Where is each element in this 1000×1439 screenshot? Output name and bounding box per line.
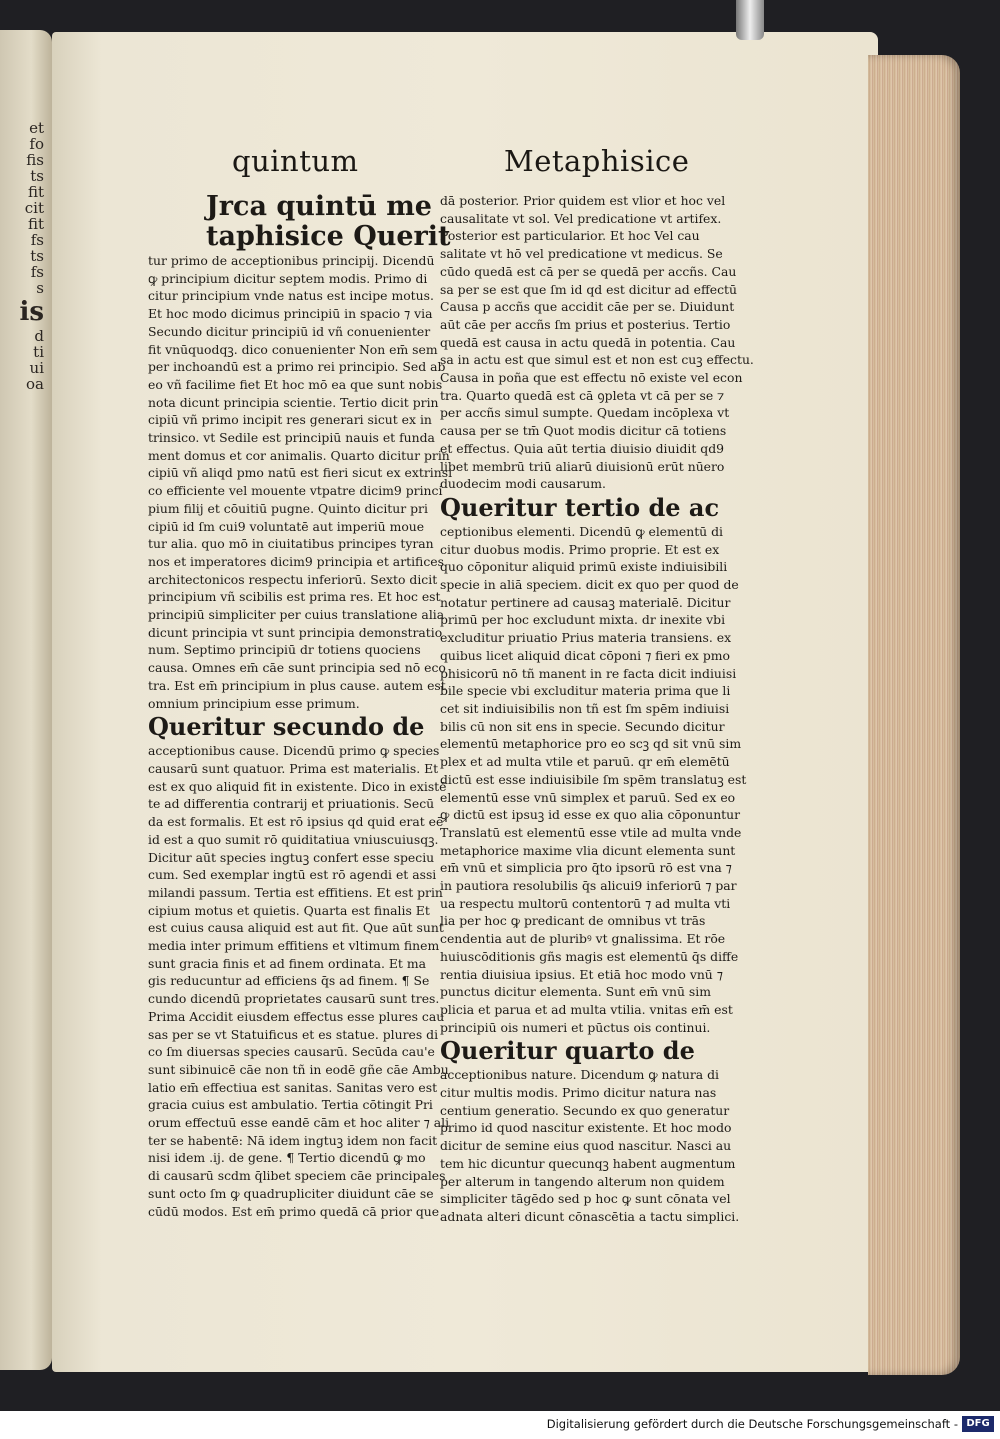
- text-column-right: [440, 192, 754, 1226]
- footer-credit: Digitalisierung gefördert durch die Deutsche Forschungsgemeinschaft -: [546, 1417, 958, 1431]
- text-column-left: [148, 191, 453, 1220]
- text-line: latio em̄ effectiua est sanitas. Sanitas vero est: [148, 1079, 438, 1095]
- text-line: Secundo dicitur principiū id vñ conuenienter: [148, 323, 431, 339]
- text-line: sunt gracia finis et ad finem ordinata. Et ma: [148, 955, 426, 971]
- text-line: plicia et parua et ad multa vtilia. vnitas em̄ est: [440, 1001, 733, 1017]
- text-line: acceptionibus nature. Dicendum ꝙ natura di: [440, 1067, 720, 1083]
- facing-page-fragment: oa: [26, 375, 44, 393]
- text-line: primo id quod nascitur existente. Et hoc modo: [440, 1120, 732, 1136]
- text-line: nisi idem .ij. de gene. ¶ Tertio dicendū ꝙ mo: [148, 1150, 426, 1166]
- text-line: cendentia aut de pluribꝰ vt gnalissima. Et rōe: [440, 931, 726, 947]
- facing-page-fragment: ts: [30, 167, 44, 185]
- text-line: cum. Sed exemplar ingtū est rō agendi et assi: [148, 867, 437, 883]
- text-line: causa. Omnes em̄ cāe sunt principia sed nō eco: [148, 660, 446, 676]
- text-line: quibus licet aliquid dicat cōponi ⁊ fieri ex pmo: [440, 647, 730, 663]
- text-line: excluditur priuatio Prius materia transiens. ex: [440, 630, 732, 646]
- text-line: elementū metaphorice pro eo scꝫ qd sit vnū sim: [440, 736, 742, 752]
- text-line: principium vñ scibilis est prima res. Et hoc est: [148, 589, 441, 605]
- text-line: Causa in poña que est effectu nō existe vel econ: [440, 370, 743, 386]
- text-line: ua respectu multorū contentorū ⁊ ad multa vti: [440, 895, 731, 911]
- text-line: huiuscōditionis gñs magis est elementū q̄s diffe: [440, 948, 739, 964]
- text-line: principiū ois numeri et pūctus ois continui.: [440, 1019, 711, 1035]
- section-heading: Queritur quarto de: [440, 1036, 695, 1066]
- text-line: salitate vt hō vel predicatione vt medicus. Se: [440, 246, 723, 262]
- facing-page-fragment: d: [34, 327, 44, 345]
- text-line: sa per se est que ſm id qd est dicitur ad effectū: [440, 281, 737, 297]
- text-line: Causa p accñs que accidit cāe per se. Diuidunt: [440, 299, 735, 315]
- running-head-right: Metaphisice: [504, 144, 690, 178]
- running-head-left: quintum: [232, 144, 359, 178]
- text-line: nota dicunt principia scientie. Tertio dicit prin: [148, 394, 439, 410]
- text-line: gis reducuntur ad efficiens q̄s ad finem. ¶ Se: [148, 973, 430, 989]
- text-line: tur alia. quo mō in ciuitatibus principes tyran: [148, 536, 434, 552]
- facing-page-fragment: ts: [30, 247, 44, 265]
- text-line: pium filij et cōuitiū pugne. Quinto dicitur pri: [148, 500, 428, 516]
- text-line: specie in aliā speciem. dicit ex quo per quod de: [440, 577, 739, 593]
- text-line: aūt cāe per accñs ſm prius et posterius. Tertio: [440, 316, 731, 332]
- text-line: punctus dicitur elementa. Sunt em̄ vnū sim: [440, 984, 711, 1000]
- section-heading: Queritur tertio de ac: [440, 492, 720, 522]
- text-line: cipium motus et quietis. Quarta est finalis Et: [148, 902, 430, 918]
- text-line: Posterior est particularior. Et hoc Vel cau: [440, 228, 700, 244]
- text-line: sunt sibinuicē cāe non tñ in eodē gñe cāe Ambu: [148, 1061, 449, 1077]
- page-clip: [736, 0, 764, 40]
- text-line: simpliciter tāgēdo sed p hoc ꝙ sunt cōnata vel: [440, 1191, 731, 1207]
- text-line: milandi passum. Tertia est effitiens. Et est prin: [148, 884, 443, 900]
- text-line: sa in actu est que simul est et non est cuꝫ effectu.: [440, 352, 754, 368]
- text-line: et effectus. Quia aūt tertia diuisio diuidit qd9: [440, 440, 725, 456]
- text-line: dicitur de semine eius quod nascitur. Nasci au: [440, 1138, 732, 1154]
- text-line: co ſm diuersas species causarū. Secūda cau'e: [148, 1044, 435, 1060]
- facing-page-fragment: fs: [30, 231, 44, 249]
- text-line: per accñs simul sumpte. Quedam incōplexa vt: [440, 405, 730, 421]
- text-line: cundo dicendū proprietates causarū sunt tres.: [148, 991, 440, 1007]
- text-line: causa per se tm̄ Quot modis dicitur cā totiens: [440, 423, 727, 439]
- text-line: per inchoandū est a primo rei principio. Sed ab: [148, 359, 446, 375]
- text-line: causalitate vt sol. Vel predicatione vt artifex.: [440, 210, 722, 226]
- text-line: co efficiente vel mouente vtpatre dicim9 princi: [148, 483, 443, 499]
- text-line: quo cōponitur aliquid primū existe indiuisibili: [440, 559, 728, 575]
- book-page: [52, 32, 878, 1372]
- text-line: libet membrū triū aliarū diuisionū erūt nūero: [440, 458, 725, 474]
- text-line: orum effectuū esse eandē cām et hoc aliter ⁊ ali: [148, 1115, 450, 1131]
- text-line: di causarū scdm q̄libet speciem cāe principales: [148, 1168, 446, 1184]
- text-line: bile specie vbi excluditur materia prima que li: [440, 683, 731, 699]
- text-line: omnium principium esse primum.: [148, 695, 360, 711]
- text-line: Translatū est elementū esse vtile ad multa vnde: [440, 824, 742, 840]
- text-line: plex et ad multa vtile et paruū. qr em̄ elemētū: [440, 754, 730, 770]
- text-line: dictū est esse indiuisibile ſm spēm translatuꝫ est: [440, 771, 747, 787]
- text-line: Prima Accidit eiusdem effectus esse plures cau: [148, 1008, 445, 1024]
- dfg-logo: DFG: [962, 1416, 994, 1432]
- text-line: centium generatio. Secundo ex quo generatur: [440, 1102, 730, 1118]
- text-line: dicunt principia vt sunt principia demonstratio: [148, 624, 443, 640]
- text-line: cipiū vñ aliqd pmo natū est fieri sicut ex extrinsi: [148, 465, 453, 481]
- facing-page-fragment: fit: [27, 215, 44, 233]
- footer-bar: [0, 1411, 1000, 1439]
- facing-page-fragment: cit: [24, 199, 44, 217]
- facing-page-left: [0, 30, 52, 1370]
- initial-line: Jrca quintū me: [206, 191, 432, 222]
- text-line: tra. Est em̄ principium in plus cause. autem est: [148, 677, 446, 693]
- text-line: cet sit indiuisibilis non tñ est ſm spēm indiuisi: [440, 700, 730, 716]
- text-line: metaphorice maxime vlia dicunt elementa sunt: [440, 842, 736, 858]
- text-line: num. Septimo principiū dr totiens quociens: [148, 642, 421, 658]
- text-line: dā posterior. Prior quidem est vlior et hoc vel: [440, 193, 726, 208]
- text-line: tur primo de acceptionibus principij. Dicendū: [148, 253, 435, 268]
- facing-page-fragment: is: [19, 297, 44, 327]
- facing-page-fragment: fis: [26, 151, 44, 169]
- text-line: ceptionibus elementi. Dicendū ꝙ elementū di: [440, 523, 723, 539]
- text-line: primū per hoc excludunt mixta. dr inexite vbi: [440, 612, 726, 628]
- text-line: id est a quo sumit rō quiditatiua vniuscuiusqꝫ.: [148, 831, 439, 847]
- section-heading: Queritur secundo de: [148, 712, 425, 742]
- page-edges: [868, 55, 960, 1375]
- text-line: gracia cuius est ambulatio. Tertia cōtingit Pri: [148, 1097, 433, 1113]
- facing-page-fragment: s: [36, 279, 44, 297]
- text-line: cipiū vñ primo incipit res generari sicut ex in: [148, 412, 432, 428]
- text-line: tem hic dicuntur quecunqꝫ habent augmentum: [440, 1155, 736, 1171]
- text-line: cūdo quedā est cā per se quedā per accñs. Cau: [440, 263, 737, 279]
- facing-page-fragment: fo: [29, 135, 44, 153]
- facing-page-fragment: et: [29, 119, 44, 137]
- text-line: media inter primum effitiens et vltimum finem: [148, 938, 440, 954]
- text-line: ꝙ principium dicitur septem modis. Primo di: [148, 270, 428, 286]
- text-line: phisicorū nō tñ manent in re facta dicit indiuisi: [440, 665, 737, 681]
- initial-line: taphisice Querit: [206, 221, 451, 252]
- facing-page-text-fragments: [2, 120, 50, 392]
- text-line: lia per hoc ꝙ predicant de omnibus vt trās: [440, 913, 706, 929]
- text-line: adnata alteri dicunt cōnascētia a tactu simplici.: [440, 1208, 740, 1224]
- text-line: citur principium vnde natus est incipe motus.: [148, 288, 434, 304]
- text-line: duodecim modi causarum.: [440, 476, 606, 492]
- text-line: notatur pertinere ad causaꝫ materialē. Dicitur: [440, 594, 731, 610]
- text-line: architectonicos respectu inferiorū. Sexto dicit: [148, 571, 438, 587]
- text-line: per alterum in tangendo alterum non quidem: [440, 1173, 725, 1189]
- text-line: rentia diuisiua ipsius. Et etiā hoc modo vnū ⁊: [440, 966, 723, 982]
- text-line: sunt octo ſm ꝙ quadrupliciter diuidunt cāe se: [148, 1185, 434, 1201]
- facing-page-fragment: ui: [29, 359, 44, 377]
- text-line: ter se habentē: Nā idem ingtuꝫ idem non facit: [148, 1132, 438, 1148]
- text-line: citur duobus modis. Primo proprie. Et est ex: [440, 541, 720, 557]
- text-line: elementū esse vnū simplex et paruū. Sed ex eo: [440, 789, 736, 805]
- initial-heading: [148, 191, 451, 252]
- text-line: tra. Quarto quedā est cā ꝯpleta vt cā per se ⁊: [440, 387, 725, 403]
- text-line: principiū simpliciter per cuius translatione alia: [148, 607, 445, 623]
- text-line: causarū sunt quatuor. Prima est materialis. Et: [148, 760, 439, 776]
- text-line: est cuius causa aliquid est aut fit. Que aūt sunt: [148, 920, 444, 936]
- text-line: Dicitur aūt species ingtuꝫ confert esse speciu: [148, 849, 435, 865]
- text-line: est ex quo aliquid fit in existente. Dico in existē: [148, 778, 447, 794]
- facing-page-fragment: ti: [33, 343, 44, 361]
- text-line: da est formalis. Et est rō ipsius qd quid erat eē: [148, 814, 444, 830]
- text-line: nos et imperatores dicim9 principia et artifices: [148, 553, 444, 569]
- text-line: ꝙ dictū est ipsuꝫ id esse ex quo alia cōponuntur: [440, 807, 741, 823]
- text-line: trinsico. vt Sedile est principiū nauis et funda: [148, 430, 435, 446]
- text-line: cūdū modos. Est em̄ primo quedā cā prior que: [148, 1203, 440, 1219]
- text-line: te ad differentia contrarij et priuationis. Secū: [148, 796, 435, 812]
- text-line: bilis cū non sit ens in specie. Secundo dicitur: [440, 718, 725, 734]
- text-line: in pautiora resolubilis q̄s alicui9 inferiorū ⁊ par: [440, 878, 737, 894]
- text-line: quedā est causa in actu quedā in potentia. Cau: [440, 334, 736, 350]
- text-line: Et hoc modo dicimus principiū in spacio ⁊ via: [148, 306, 433, 322]
- text-line: em̄ vnū et simplicia pro q̄to ipsorū rō est vna ⁊: [440, 860, 732, 876]
- text-line: eo vñ facilime fiet Et hoc mō ea que sunt nobis: [148, 376, 443, 392]
- text-line: fit vnūquodqꝫ. dico conuenienter Non em̄ sem: [148, 341, 438, 357]
- text-line: cipiū id ſm cui9 voluntatē aut imperiū moue: [148, 518, 425, 534]
- text-line: sas per se vt Statuificus et es statue. plures di: [148, 1026, 439, 1042]
- text-line: citur multis modis. Primo dicitur natura nas: [440, 1085, 717, 1101]
- text-line: acceptionibus cause. Dicendū primo ꝙ species: [148, 743, 440, 759]
- facing-page-fragment: fs: [30, 263, 44, 281]
- facing-page-fragment: fit: [27, 183, 44, 201]
- text-line: ment domus et cor animalis. Quarto dicitur prin: [148, 447, 450, 463]
